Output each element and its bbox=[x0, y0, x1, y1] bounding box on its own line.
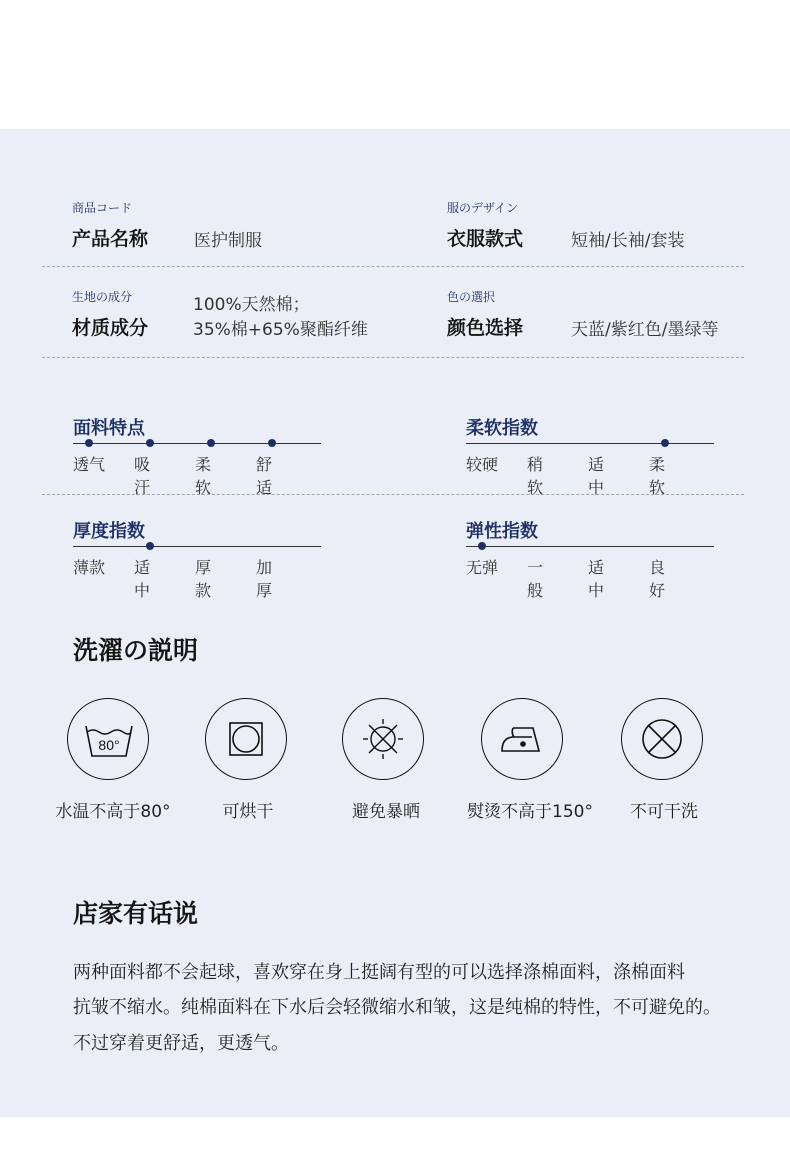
scale-marker-dot bbox=[146, 542, 154, 550]
scale-marker-dot bbox=[268, 439, 276, 447]
color-label: 颜色选择 bbox=[447, 317, 524, 339]
scale-title: 弹性指数 bbox=[466, 521, 538, 542]
product-name-label: 产品名称 bbox=[72, 228, 149, 250]
softness-scale bbox=[466, 414, 666, 497]
scale-marker-dot bbox=[207, 439, 215, 447]
scale-marker-dot bbox=[661, 439, 669, 447]
material-value-line2: 35%棉+65%聚酯纤维 bbox=[193, 320, 368, 340]
scale-item: 稍软 bbox=[527, 455, 544, 497]
scale-title: 柔软指数 bbox=[466, 418, 538, 439]
care-label-iron: 熨烫不高于150° bbox=[467, 802, 593, 822]
divider-1 bbox=[42, 266, 744, 267]
no-dry-clean-icon bbox=[621, 698, 703, 780]
divider-2 bbox=[42, 357, 744, 358]
scale-item: 厚款 bbox=[195, 558, 212, 600]
scale-item: 无弹 bbox=[466, 558, 499, 577]
scale-item: 柔软 bbox=[195, 455, 212, 497]
scale-item: 适中 bbox=[588, 558, 605, 600]
material-value-line1: 100%天然棉； bbox=[193, 295, 310, 315]
elasticity-scale bbox=[466, 517, 666, 600]
color-value: 天蓝/紫红色/墨绿等 bbox=[571, 320, 719, 340]
scale-item: 较硬 bbox=[466, 455, 499, 474]
note-line-1: 两种面料都不会起球，喜欢穿在身上挺阔有型的可以选择涤棉面料，涤棉面料 bbox=[73, 962, 685, 983]
scale-line bbox=[73, 546, 321, 547]
notes-title: 店家有话说 bbox=[73, 899, 199, 928]
wash-temp-text: 80° bbox=[98, 737, 120, 753]
scale-item: 一般 bbox=[527, 558, 544, 600]
care-label-dryclean: 不可干洗 bbox=[630, 802, 698, 822]
scale-item: 加厚 bbox=[256, 558, 273, 600]
scale-line bbox=[466, 443, 714, 444]
scale-item: 薄款 bbox=[73, 558, 106, 577]
product-code-sublabel: 商品コード bbox=[72, 201, 133, 215]
scale-marker-dot bbox=[85, 439, 93, 447]
care-label-sun: 避免暴晒 bbox=[352, 802, 420, 822]
divider-3 bbox=[42, 494, 744, 495]
scale-line bbox=[466, 546, 714, 547]
scale-item: 良好 bbox=[649, 558, 666, 600]
material-label: 材质成分 bbox=[72, 317, 149, 339]
wash-80-icon bbox=[67, 698, 149, 780]
scale-line bbox=[73, 443, 321, 444]
scale-item: 透气 bbox=[73, 455, 106, 474]
iron-icon bbox=[481, 698, 563, 780]
note-line-3: 不过穿着更舒适，更透气。 bbox=[73, 1033, 289, 1054]
care-label-wash: 水温不高于80° bbox=[55, 802, 171, 822]
style-value: 短袖/长袖/套装 bbox=[571, 231, 685, 251]
product-name-value: 医护制服 bbox=[194, 231, 262, 251]
scale-title: 面料特点 bbox=[73, 418, 145, 439]
care-label-dry: 可烘干 bbox=[222, 802, 274, 822]
fabric-features-scale bbox=[73, 414, 273, 497]
no-sun-icon bbox=[342, 698, 424, 780]
scale-marker-dot bbox=[146, 439, 154, 447]
scale-item: 吸汗 bbox=[134, 455, 151, 497]
tumble-dry-icon bbox=[205, 698, 287, 780]
scale-marker-dot bbox=[478, 542, 486, 550]
color-sublabel: 色の選択 bbox=[447, 290, 496, 304]
scale-item: 舒适 bbox=[256, 455, 273, 497]
scale-item: 适中 bbox=[134, 558, 151, 600]
style-label: 衣服款式 bbox=[447, 228, 524, 250]
thickness-scale bbox=[73, 517, 273, 600]
scale-item: 适中 bbox=[588, 455, 605, 497]
note-line-2: 抗皱不缩水。纯棉面料在下水后会轻微缩水和皱，这是纯棉的特性，不可避免的。 bbox=[73, 997, 721, 1018]
care-title: 洗濯の説明 bbox=[73, 636, 199, 665]
scale-title: 厚度指数 bbox=[73, 521, 145, 542]
scale-item: 柔软 bbox=[649, 455, 666, 497]
material-sublabel: 生地の成分 bbox=[72, 290, 133, 304]
design-sublabel: 服のデザイン bbox=[447, 201, 519, 215]
